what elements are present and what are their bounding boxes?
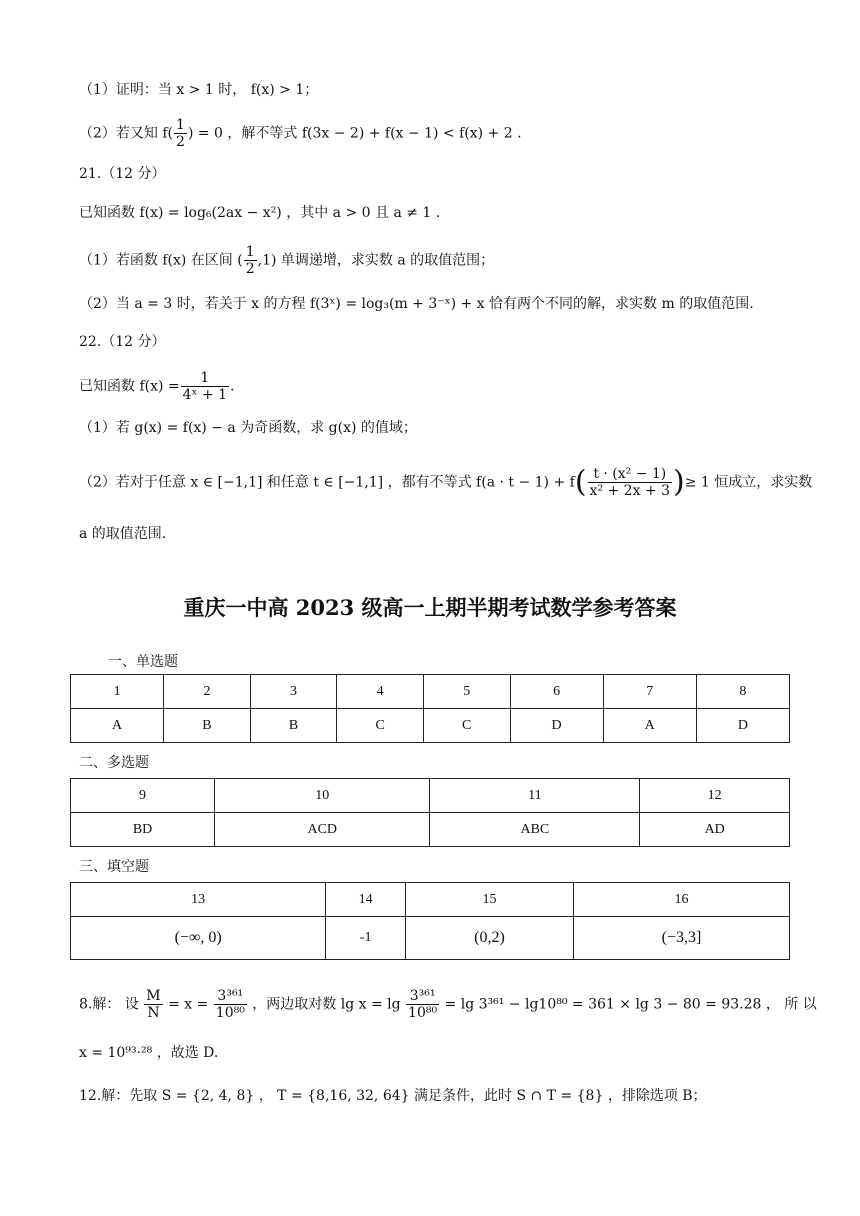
sol8-fraction-x [214, 988, 247, 1021]
sol8-f2-num: 3³⁶¹ [214, 988, 247, 1005]
table-cell: 7 [603, 675, 696, 709]
table-cell: B [164, 709, 251, 743]
table-cell: 3 [250, 675, 337, 709]
sol8-f1-den: N [147, 1005, 160, 1021]
sol8-fraction-lg [406, 988, 439, 1021]
section-single-choice-label: 一、单选题 [108, 654, 178, 670]
q22-part2-post: ≥ 1 恒成立，求实数 [684, 474, 813, 491]
single-choice-table [70, 674, 790, 743]
answer-key-title: 重庆一中高 2023 级高一上期半期考试数学参考答案 [183, 595, 677, 620]
table-cell: BD [71, 813, 215, 847]
q20-part1: （1）证明：当 x > 1 时， f(x) > 1； [79, 82, 319, 98]
q21-heading: 21.（12 分） [79, 166, 166, 182]
section-fill-blank-label: 三、填空题 [79, 859, 149, 875]
table-row [71, 883, 790, 917]
table-cell: 4 [337, 675, 424, 709]
table-cell: (0,2) [405, 917, 573, 960]
q22-stem-pre: 已知函数 f(x) = [79, 378, 180, 395]
q20-part2 [79, 117, 522, 150]
sol8-f1-num: M [146, 988, 161, 1004]
table-cell: D [696, 709, 789, 743]
q20-fraction-num: 1 [176, 117, 185, 133]
sol8-fraction-mn [144, 988, 162, 1021]
q21-part2: （2）当 a = 3 时，若关于 x 的方程 f(3ˣ) = log₃(m + 3⁻ˣ) + x 恰有两个不同的解，求实数 m 的取值范围. [79, 296, 754, 312]
sol8-d: = lg 3³⁶¹ − lg10⁸⁰ = 361 × lg 3 − 80 = 93.28 ， 所 以 [444, 996, 817, 1013]
sol8-c: ，两边取对数 lg x = lg [252, 996, 401, 1013]
q22-part2-continued: a 的取值范围. [79, 526, 167, 542]
q22-fraction [181, 370, 229, 403]
table-cell: 12 [640, 779, 790, 813]
q22-part2-pre: （2）若对于任意 x ∈ [−1,1] 和任意 t ∈ [−1,1] ，都有不等式 f(a · t − 1) + f [79, 474, 575, 491]
q21-part1-post: ,1) 单调递增，求实数 a 的取值范围； [257, 252, 495, 269]
table-row [71, 813, 790, 847]
table-row [71, 709, 790, 743]
section-multi-choice-label: 二、多选题 [79, 755, 149, 771]
q21-fraction-num: 1 [245, 244, 255, 260]
q22-part2-fraction-num: t · (x² − 1) [588, 466, 672, 483]
table-cell: 6 [510, 675, 603, 709]
q21-fraction-den: 2 [245, 261, 255, 277]
q21-fraction [244, 244, 257, 277]
table-cell: 1 [71, 675, 164, 709]
table-cell: 13 [71, 883, 326, 917]
q22-part1: （1）若 g(x) = f(x) − a 为奇函数，求 g(x) 的值域； [79, 420, 417, 436]
q20-fraction [174, 117, 187, 150]
q22-left-paren: ( [574, 464, 587, 500]
sol8-b: = x = [168, 996, 209, 1013]
table-cell: D [510, 709, 603, 743]
table-cell: 9 [71, 779, 215, 813]
sol8-f2-den: 10⁸⁰ [215, 1005, 245, 1021]
table-cell: (−3,3] [573, 917, 789, 960]
table-cell: C [337, 709, 424, 743]
solution-12-line1: 12.解：先取 S = {2, 4, 8} ， T = {8,16, 32, 64} 满足条件，此时 S ∩ T = {8} ，排除选项 B； [79, 1088, 707, 1104]
sol8-f3-den: 10⁸⁰ [408, 1005, 438, 1021]
table-cell: A [603, 709, 696, 743]
q22-stem-post: . [230, 378, 235, 395]
table-cell: ACD [215, 813, 430, 847]
sol8-f3-num: 3³⁶¹ [406, 988, 439, 1005]
table-row [71, 917, 790, 960]
table-cell: 10 [215, 779, 430, 813]
table-cell: 11 [430, 779, 640, 813]
q21-stem: 已知函数 f(x) = log₆(2ax − x²) ，其中 a > 0 且 a ≠ 1 . [79, 205, 441, 221]
table-cell: AD [640, 813, 790, 847]
q22-stem [79, 370, 234, 403]
table-cell: C [423, 709, 510, 743]
q22-part2-fraction [588, 466, 672, 499]
q22-right-paren: ) [673, 464, 685, 500]
sol8-a: 8.解： 设 [79, 996, 139, 1013]
table-row [71, 675, 790, 709]
q22-part2-fraction-den: x² + 2x + 3 [589, 483, 671, 499]
fill-blank-table [70, 882, 790, 960]
table-cell: 5 [423, 675, 510, 709]
q21-part1 [79, 244, 494, 277]
table-cell: A [71, 709, 164, 743]
q20-fraction-den: 2 [176, 134, 185, 150]
table-cell: -1 [326, 917, 406, 960]
q22-fraction-den: 4ˣ + 1 [182, 387, 228, 403]
q22-fraction-num: 1 [181, 370, 229, 387]
table-row [71, 779, 790, 813]
table-cell: 2 [164, 675, 251, 709]
q20-part2-pre: （2）若又知 f( [79, 125, 174, 142]
table-cell: 8 [696, 675, 789, 709]
solution-8-line2: x = 10⁹³·²⁸ ，故选 D. [79, 1045, 219, 1061]
table-cell: B [250, 709, 337, 743]
q21-part1-pre: （1）若函数 f(x) 在区间 ( [79, 252, 243, 269]
table-cell: 16 [573, 883, 789, 917]
table-cell: 15 [405, 883, 573, 917]
table-cell: 14 [326, 883, 406, 917]
table-cell: (−∞, 0) [71, 917, 326, 960]
q20-part2-post: ) = 0 ，解不等式 f(3x − 2) + f(x − 1) < f(x) + 2 . [187, 125, 522, 142]
multi-choice-table [70, 778, 790, 847]
q22-heading: 22.（12 分） [79, 334, 166, 350]
solution-8-line1 [79, 988, 817, 1021]
q22-part2 [79, 466, 812, 499]
table-cell: ABC [430, 813, 640, 847]
